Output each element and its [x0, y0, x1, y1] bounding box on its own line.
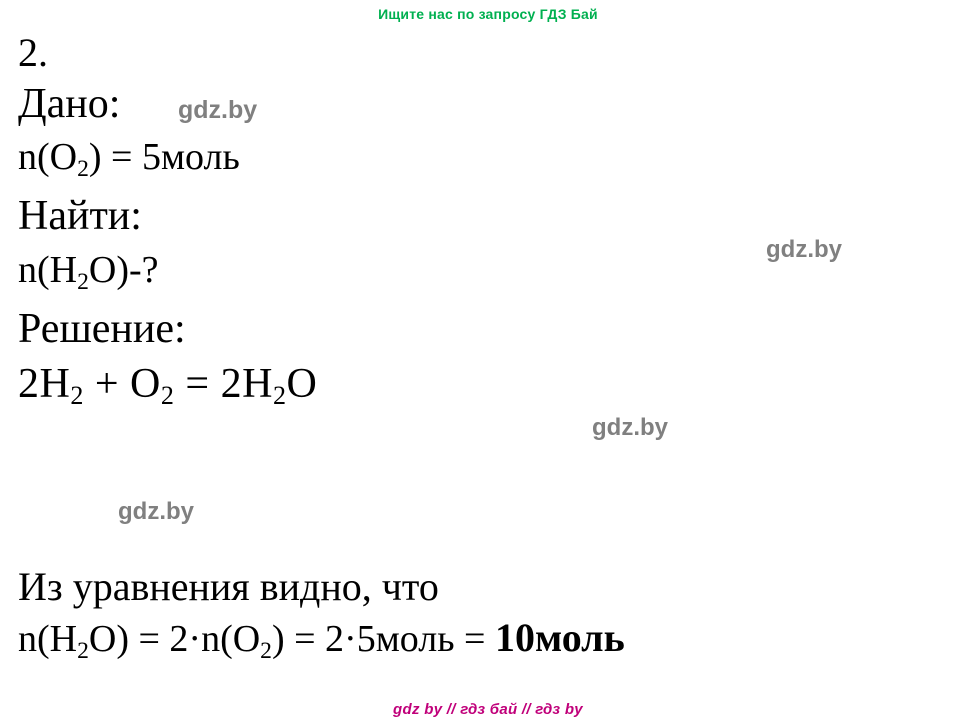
given-label: Дано:: [18, 81, 121, 127]
final-part-2: O) = 2·n(O: [88, 618, 261, 660]
final-sub-1: 2: [77, 637, 89, 664]
given-value-suffix: ) = 5моль: [88, 136, 240, 178]
equation-sub-1: 2: [70, 381, 84, 411]
final-calculation: [18, 612, 968, 670]
chemical-equation: [18, 356, 718, 417]
final-part-1: n(H: [18, 618, 78, 660]
equation-part-3: = 2H: [174, 361, 273, 407]
conclusion-text: Из уравнения видно, что: [18, 564, 439, 609]
bottom-promo-banner: gdz by // гдз бай // гдз by: [393, 701, 583, 718]
find-value-subscript: 2: [77, 268, 89, 295]
final-answer: 10моль: [494, 615, 625, 660]
final-sub-2: 2: [260, 637, 272, 664]
watermark-gdz-4: gdz.by: [118, 498, 194, 525]
equation-part-1: 2H: [18, 361, 71, 407]
find-value-suffix: O)-?: [88, 249, 159, 291]
find-value: [18, 243, 718, 302]
equation-part-4: O: [286, 361, 318, 407]
solution-block: [18, 30, 718, 417]
task-number: 2.: [18, 30, 48, 75]
equation-sub-2: 2: [160, 381, 175, 411]
given-value-prefix: n(O: [18, 136, 78, 178]
given-value: [18, 130, 718, 189]
solution-label: Решение:: [18, 306, 186, 352]
conclusion-block: [18, 562, 968, 670]
given-value-subscript: 2: [77, 155, 89, 182]
find-label: Найти:: [18, 193, 142, 239]
find-value-prefix: n(H: [18, 249, 78, 291]
watermark-gdz-2: gdz.by: [766, 236, 842, 263]
equation-part-2: + O: [83, 361, 161, 407]
watermark-gdz-1: gdz.by: [178, 96, 258, 124]
equation-sub-3: 2: [272, 381, 287, 411]
top-promo-banner: Ищите нас по запросу ГДЗ Бай: [378, 6, 598, 22]
watermark-gdz-3: gdz.by: [592, 414, 668, 441]
final-part-3: ) = 2·5моль =: [271, 618, 495, 660]
